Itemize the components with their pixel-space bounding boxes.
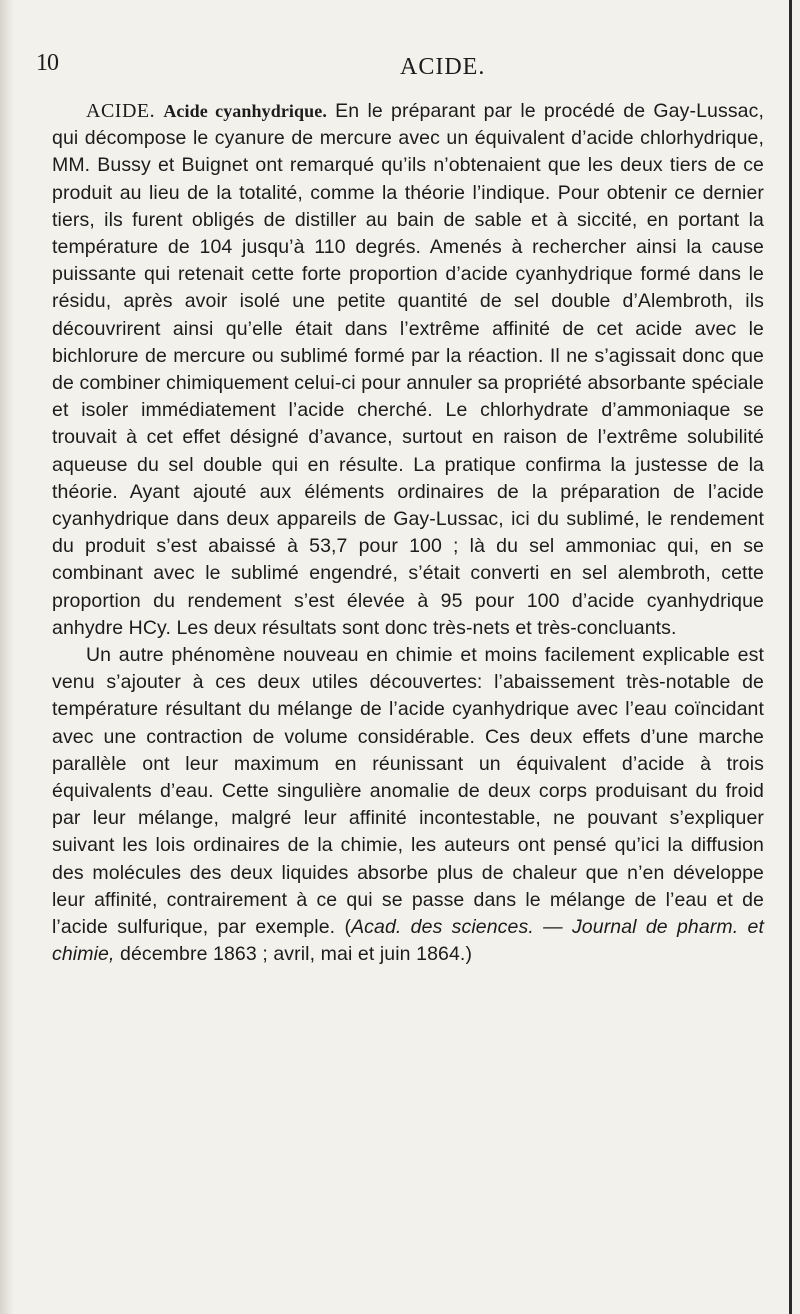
paragraph-1-text: En le préparant par le procédé de Gay-Lussac, qui décompose le cyanure de mercure avec un équivalent d’acide chlorhydrique, MM. Bussy et Buignet ont remarqué qu’ils n’obtenaient que les deux tiers de ce produit au lieu de la totalité, comme la théorie l’indique. Pour obtenir ce dernier tiers, ils furent obligés de distiller au bain de sable et à siccité, en portant la température de 104 jusqu’à 110 degrés. Amenés à rechercher ainsi la cause puissante qui retenait cette forte proportion d’acide cyanhydrique formé dans le résidu, après avoir isolé une petite quantité de sel double d’Alembroth, ils découvrirent ainsi qu’elle était dans l’extrême affinité de cet acide avec le bichlorure de mercure ou sublimé formé par la réaction. Il ne s’agissait donc que de combiner chimiquement celui-ci pour annuler sa propriété absorbante spéciale et isoler immédiatement l’acide cherché. Le chlorhydrate d’ammoniaque se trouvait à cet effet désigné d’avance, surtout en raison de l’extrême solubilité aqueuse du sel double qui en résulte. La pratique confirma la justesse de la théorie. Ayant ajouté aux éléments ordinaires de la préparation de l’acide cyanhydrique dans deux appareils de Gay-Lussac, ici du sublimé, le rendement du produit s’est abaissé à 53,7 pour 100 ; là du sel ammoniac qui, en se combinant avec le sublimé engendré, s’était converti en sel alembroth, cette proportion du rendement s’est élevée à 95 pour 100 d’acide cyanhydrique anhydre HCy. Les deux résultats sont donc très-nets et très-concluants. <box>52 100 764 639</box>
running-head: ACIDE. <box>400 54 486 80</box>
source-citation: Acad. des sciences. — Journal de pharm. et chimie, <box>52 916 764 966</box>
entry-subhead: Acide cyanhydrique. <box>163 101 327 121</box>
page-number: 10 <box>36 50 58 76</box>
paragraph-2-text: Un autre phénomène nouveau en chimie et moins facilement explicable est venu s’ajouter à ces deux utiles découvertes: l’abaissement très-notable de température résultant du mélange de l’acide cyanhydrique avec l’eau coïncidant avec une contraction de volume considérable. Ces deux effets d’une marche parallèle ont leur maximum en réunissant un équivalent d’acide à trois équivalents d’eau. Cette singulière anomalie de deux corps produisant du froid par leur mélange, malgré leur affinité incontestable, ne pouvant s’expliquer suivant les lois ordinaires de la chimie, les auteurs ont pensé qu’ici la diffusion des molécules des deux liquides absorbe plus de chaleur que n’en développe leur affinité, contrairement à ce qui se passe dans le mélange de l’eau et de l’acide sulfurique, par exemple. <box>52 644 764 939</box>
article-body <box>52 98 764 969</box>
paragraph-1 <box>52 98 764 642</box>
citation-dates: décembre 1863 ; avril, mai et juin 1864. <box>120 943 466 966</box>
entry-headword: ACIDE. <box>86 100 156 122</box>
paragraph-2: Un autre phénomène nouveau en chimie et moins facilement explicable est venu s’ajouter à ces deux utiles découvertes: l’abaissement très-notable de température résultant du mélange de l’acide cyanhydrique avec l’eau coïncidant avec une contraction de volume considérable. Ces deux effets d’une marche parallèle ont leur maximum en réunissant un équivalent d’acide à trois équivalents d’eau. Cette singulière anomalie de deux corps produisant du froid par leur mélange, malgré leur affinité incontestable, ne pouvant s’expliquer suivant les lois ordinaires de la chimie, les auteurs ont pensé qu’ici la diffusion des molécules des deux liquides absorbe plus de chaleur que n’en développe leur affinité, contrairement à ce qui se passe dans le mélange de l’eau et de l’acide sulfurique, par exemple. (Acad. des sciences. — Journal de pharm. et chimie, décembre 1863 ; avril, mai et juin 1864.) <box>52 644 764 966</box>
page-gutter-shadow <box>0 0 14 1314</box>
page-header <box>0 50 800 90</box>
page-edge-line <box>789 0 792 1314</box>
